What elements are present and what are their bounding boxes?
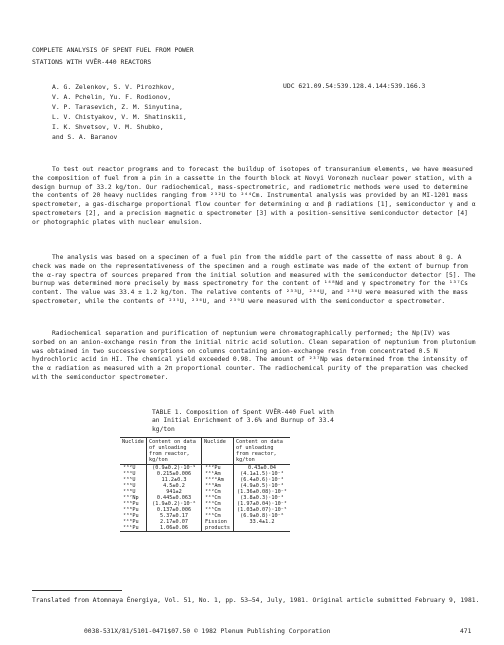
author-line: V. A. Pchelin, Yu. F. Rodionov,: [52, 93, 172, 101]
table-row: ²³⁴U 0.215±0.006 ²⁴¹Am (4.1±1.5)·10⁻⁴: [120, 471, 290, 477]
translation-note: Translated from Atomnaya Énergiya, Vol. 51, No. 1, pp. 53–54, July, 1981. Original article submitted February 9, 1981.: [32, 597, 480, 604]
composition-table: [120, 437, 290, 532]
table-row: ²³⁸U 941±2 ²⁴²Cm (1.36±0.08)·10⁻²: [120, 489, 290, 495]
author-line: L. V. Chistyakov, V. M. Shatinskii,: [52, 113, 187, 121]
table-row: ²³²U (0.9±0.2)·10⁻⁹ ²⁴²Pu 0.43±0.04: [120, 465, 290, 472]
footnote-divider: [32, 590, 122, 591]
title-line-2: STATIONS WITH VVĔR-440 REACTORS: [32, 58, 152, 66]
table-header-row: [120, 438, 290, 465]
author-list: [52, 82, 187, 142]
author-line: A. G. Zelenkov, S. V. Pirozhkov,: [52, 83, 176, 91]
author-line: and S. A. Baranov: [52, 133, 118, 141]
table-row: ²⁴¹Pu 1.06±0.06 products: [120, 525, 290, 532]
udc-code: UDC 621.09.54:539.128.4.144:539.166.3: [283, 82, 426, 90]
table-row: ²³⁸Pu 0.137±0.006 ²⁴⁵Cm (1.03±0.07)·10⁻⁵: [120, 507, 290, 513]
header-content: Content on data of unloading from reactor, kg/ton: [147, 438, 202, 465]
header-nuclide: Nuclide: [120, 438, 147, 465]
table-row: ²³⁹Pu 5.37±0.17 ²⁴⁶Cm (6.9±0.8)·10⁻⁶: [120, 513, 290, 519]
table-caption: TABLE 1. Composition of Spent VVĔR-440 Fuel with an Initial Enrichment of 3.6% and Burnup of 33.4 kg/ton: [152, 409, 334, 433]
copyright-line: 0038-531X/81/5101-0471$07.50 © 1982 Plenum Publishing Corporation: [84, 628, 331, 635]
table-row: ²⁴⁰Pu 2.17±0.07 Fission 33.4±1.2: [120, 519, 290, 525]
table-row: ²³⁷Np 0.445±0.063 ²⁴³Cm (3.8±0.3)·10⁻⁴: [120, 495, 290, 501]
paragraph-3: Radiochemical separation and purification of neptunium were chromatographically performed; the Np(IV) was sorbed on an anion-exchange resin from the initial nitric acid solution. Clean separation of neptunium from plutonium was obtained in two successive sorptions on columns containing anion-exchange resin from concentrated 0.5 N hydrochloric acid in HI. The chemical yield exceeded 0.98. The amount of ²³⁷Np was determined from the intensity of the α radiation as measured with a 2π proportional counter. The radiochemical purity of the preparation was checked with the semiconductor spectrometer.: [32, 330, 476, 381]
paragraph-1: To test out reactor programs and to forecast the buildup of isotopes of transuranium elements, we have measured the composition of fuel from a pin in a cassette in the fourth block at Novyi Voronezh nuclear power station, with a design burnup of 33.2 kg/ton. Our radiochemical, mass-spectrometric, and radiometric methods were used to determine the contents of 20 heavy nuclides ranging from ²³²U to ²⁴⁴Cm. Instrumental analysis was provided by an MI-1201 mass spectrometer, a gas-discharge proportional flow counter for determining α and β radiations [1], semiconductor γ and α spectrometers [2], and a precision magnetic α spectrometer [3] with a position-sensitive semiconductor detector [4] or photographic plates with nuclear emulsion.: [32, 166, 476, 226]
paragraph-2: The analysis was based on a specimen of a fuel pin from the middle part of the cassette of mass about 8 g. A check was made on the representativeness of the specimen and a rough estimate was made of the extent of burnup from the α-ray spectra of sources prepared from the initial solution and measured with the semiconductor detector [5]. The burnup was determined more precisely by mass spectrometry for the content of ¹⁴⁸Nd and γ spectrometry for the ¹³⁷Cs content. The value was 33.4 ± 1.2 kg/ton. The relative contents of ²³³U, ²³⁴U, and ²³⁸U were measured with the mass spectrometer, while the contents of ²³⁵U, ²³⁶U, and ²³⁹U were measured with the semiconductor α spectrometer.: [32, 254, 476, 305]
page-number: 471: [460, 628, 472, 635]
author-line: V. P. Tarasevich, Z. M. Sinyutina,: [52, 103, 183, 111]
author-line: I. K. Shvetsov, V. M. Shubko,: [52, 123, 164, 131]
header-nuclide: Nuclide: [202, 438, 234, 465]
table-row: ²³⁶U 4.5±0.2 ²⁴³Am (4.9±0.5)·10⁻⁴: [120, 483, 290, 489]
article-title: [32, 44, 194, 68]
title-line-1: COMPLETE ANALYSIS OF SPENT FUEL FROM POWER: [32, 46, 194, 54]
header-content: Content on data of unloading from reactor, kg/ton: [234, 438, 291, 465]
table-row: ²³⁵U 11.2±0.3 ²⁴²ᵐAm (6.4±0.6)·10⁻⁴: [120, 477, 290, 483]
table-row: ²³⁶Pu (1.9±0.2)·10⁻⁶ ²⁴⁴Cm (1.97±0.04)·10⁻²: [120, 501, 290, 507]
